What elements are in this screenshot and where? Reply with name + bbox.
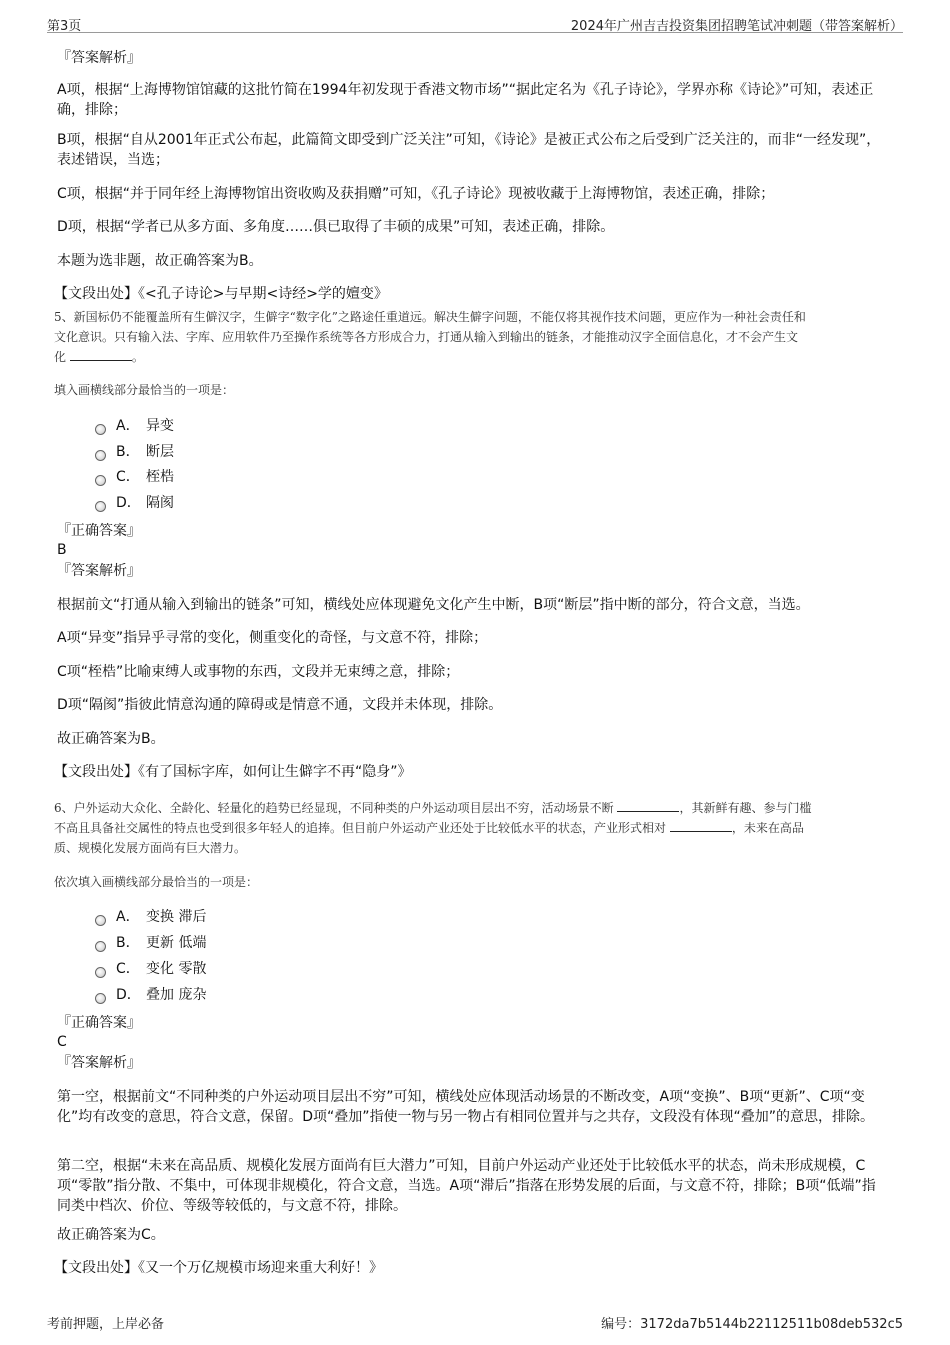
answer-blank <box>70 348 132 361</box>
radio-icon[interactable] <box>95 424 106 435</box>
q6-analysis-2: 第二空，根据“未来在高品质、规模化发展方面尚有巨大潜力”可知，目前户外运动产业还处于比较低水平的状态，尚未形成规模，C项“零散”指分散、不集中，可体现非规模化，符合文意，当选。A项“滞后”指落在形势发展的后面，与文意不符，排除；B项“低端”指同类中档次、价位、等级等较低的，与文意不符，排除。 <box>57 1158 876 1214</box>
footer-slogan: 考前押题，上岸必备 <box>47 1317 165 1332</box>
q5-source: 【文段出处】《有了国标字库，如何让生僻字不再“隐身”》 <box>54 764 412 780</box>
option-text: 隔阂 <box>146 495 174 511</box>
q4-analysis-c: C项，根据“并于同年经上海博物馆出资收购及获捐赠”可知，《孔子诗论》现被收藏于上海博物馆，表述正确，排除； <box>57 186 775 202</box>
q4-conclusion: 本题为选非题，故正确答案为B。 <box>57 253 263 269</box>
radio-icon[interactable] <box>95 993 106 1004</box>
page-number: 第3页 <box>47 19 82 34</box>
option-letter: D． <box>116 987 141 1003</box>
q6-prompt: 依次填入画横线部分最恰当的一项是： <box>54 875 259 889</box>
q6-option-a[interactable] <box>95 908 206 926</box>
q5-option-b[interactable] <box>95 443 174 461</box>
q6-stem-line <box>54 798 896 818</box>
q5-analysis-line: 根据前文“打通从输入到输出的链条”可知，横线处应体现避免文化产生中断，B项“断层”指中断的部分，符合文意，当选。 <box>57 597 810 613</box>
document-title: 2024年广州吉吉投资集团招聘笔试冲刺题（带答案解析） <box>570 19 903 34</box>
option-text: 变换 滞后 <box>146 909 207 925</box>
q5-analysis-line: 故正确答案为B。 <box>57 731 165 747</box>
q6-stem-line <box>54 818 896 838</box>
answer-blank <box>617 799 679 812</box>
q6-option-b[interactable] <box>95 934 206 952</box>
q5-option-a[interactable] <box>95 417 174 435</box>
q5-analysis-line: C项“桎梏”比喻束缚人或事物的东西，文段并无束缚之意，排除； <box>57 664 460 680</box>
option-letter: C． <box>116 961 140 977</box>
q5-stem-text: 。 <box>131 350 144 364</box>
option-letter: A． <box>116 418 140 434</box>
option-letter: D． <box>116 495 141 511</box>
option-letter: B． <box>116 444 140 460</box>
radio-icon[interactable] <box>95 941 106 952</box>
q4-analysis-label: 『答案解析』 <box>57 50 141 66</box>
q5-analysis-line: D项“隔阂”指彼此情意沟通的障碍或是情意不通，文段并未体现，排除。 <box>57 697 503 713</box>
q5-analysis-line: A项“异变”指异乎寻常的变化，侧重变化的奇怪，与文意不符，排除； <box>57 630 488 646</box>
q6-stem-text: 不高且具备社交属性的特点也受到很多年轻人的追捧。但目前户外运动产业还处于比较低水平的状态，产业形式相对 <box>54 821 667 835</box>
document-id: 编号：3172da7b5144b22112511b08deb532c5 <box>601 1317 903 1332</box>
radio-icon[interactable] <box>95 967 106 978</box>
radio-icon[interactable] <box>95 475 106 486</box>
q5-answer-label: 『正确答案』 <box>57 523 141 539</box>
option-letter: B． <box>116 935 140 951</box>
q6-stem-text: 6、户外运动大众化、全龄化、轻量化的趋势已经显现，不同种类的户外运动项目层出不穷，活动场景不断 <box>54 801 614 815</box>
q6-option-d[interactable] <box>95 986 206 1004</box>
q6-conclusion: 故正确答案为C。 <box>57 1227 165 1243</box>
q4-analysis-d: D项，根据“学者已从多方面、多角度……俱已取得了丰硕的成果”可知，表述正确，排除。 <box>57 219 615 235</box>
radio-icon[interactable] <box>95 501 106 512</box>
radio-icon[interactable] <box>95 450 106 461</box>
q6-answer-label: 『正确答案』 <box>57 1015 141 1031</box>
option-text: 叠加 庞杂 <box>146 987 207 1003</box>
q6-answer: C <box>57 1034 67 1050</box>
q6-analysis-1: 第一空，根据前文“不同种类的户外运动项目层出不穷”可知，横线处应体现活动场景的不断改变，A项“变换”、B项“更新”、C项“变化”均有改变的意思，符合文意，保留。D项“叠加”指使一物与另一物占有相同位置并与之共存，文段没有体现“叠加”的意思，排除。 <box>57 1089 875 1125</box>
q6-stem-line: 质、规模化发展方面尚有巨大潜力。 <box>54 841 247 855</box>
q5-option-c[interactable] <box>95 468 174 486</box>
q6-analysis-label: 『答案解析』 <box>57 1055 141 1071</box>
q5-prompt: 填入画横线部分最恰当的一项是： <box>54 383 235 397</box>
option-text: 异变 <box>146 418 174 434</box>
option-text: 变化 零散 <box>146 961 207 977</box>
q5-analysis-label: 『答案解析』 <box>57 563 141 579</box>
q4-analysis-b: B项，根据“自从2001年正式公布起，此篇简文即受到广泛关注”可知，《诗论》是被正式公布之后受到广泛关注的，而非“一经发现”，表述错误，当选； <box>57 132 881 168</box>
page-header <box>47 12 903 33</box>
q5-answer: B <box>57 542 67 558</box>
q6-stem-text: ，未来在高品 <box>731 821 804 835</box>
option-letter: A． <box>116 909 140 925</box>
option-text: 更新 低端 <box>146 935 207 951</box>
q5-stem-line: 5、新国标仍不能覆盖所有生僻汉字，生僻字“数字化”之路途任重道远。解决生僻字问题，不能仅将其视作技术问题，更应作为一种社会责任和 <box>54 310 806 324</box>
option-letter: C． <box>116 469 140 485</box>
q5-stem <box>54 307 896 367</box>
q6-stem <box>54 798 896 858</box>
radio-icon[interactable] <box>95 915 106 926</box>
option-text: 断层 <box>146 444 174 460</box>
q5-stem-text: 化 <box>54 350 67 364</box>
answer-blank <box>670 819 732 832</box>
q5-stem-line <box>54 347 896 367</box>
option-text: 桎梏 <box>146 469 174 485</box>
q6-stem-text: ，其新鲜有趣、参与门槛 <box>679 801 812 815</box>
q5-stem-line: 文化意识。只有输入法、字库、应用软件乃至操作系统等各方形成合力，打通从输入到输出的链条，才能推动汉字全面信息化，才不会产生文 <box>54 330 799 344</box>
q6-option-c[interactable] <box>95 960 206 978</box>
q4-source: 【文段出处】《<孔子诗论>与早期<诗经>学的嬗变》 <box>54 286 388 302</box>
q6-source: 【文段出处】《又一个万亿规模市场迎来重大利好！》 <box>54 1260 383 1276</box>
q5-option-d[interactable] <box>95 494 174 512</box>
q4-analysis-a: A项，根据“上海博物馆馆藏的这批竹简在1994年初发现于香港文物市场”“据此定名为《孔子诗论》，学界亦称《诗论》”可知，表述正确，排除； <box>57 82 874 118</box>
